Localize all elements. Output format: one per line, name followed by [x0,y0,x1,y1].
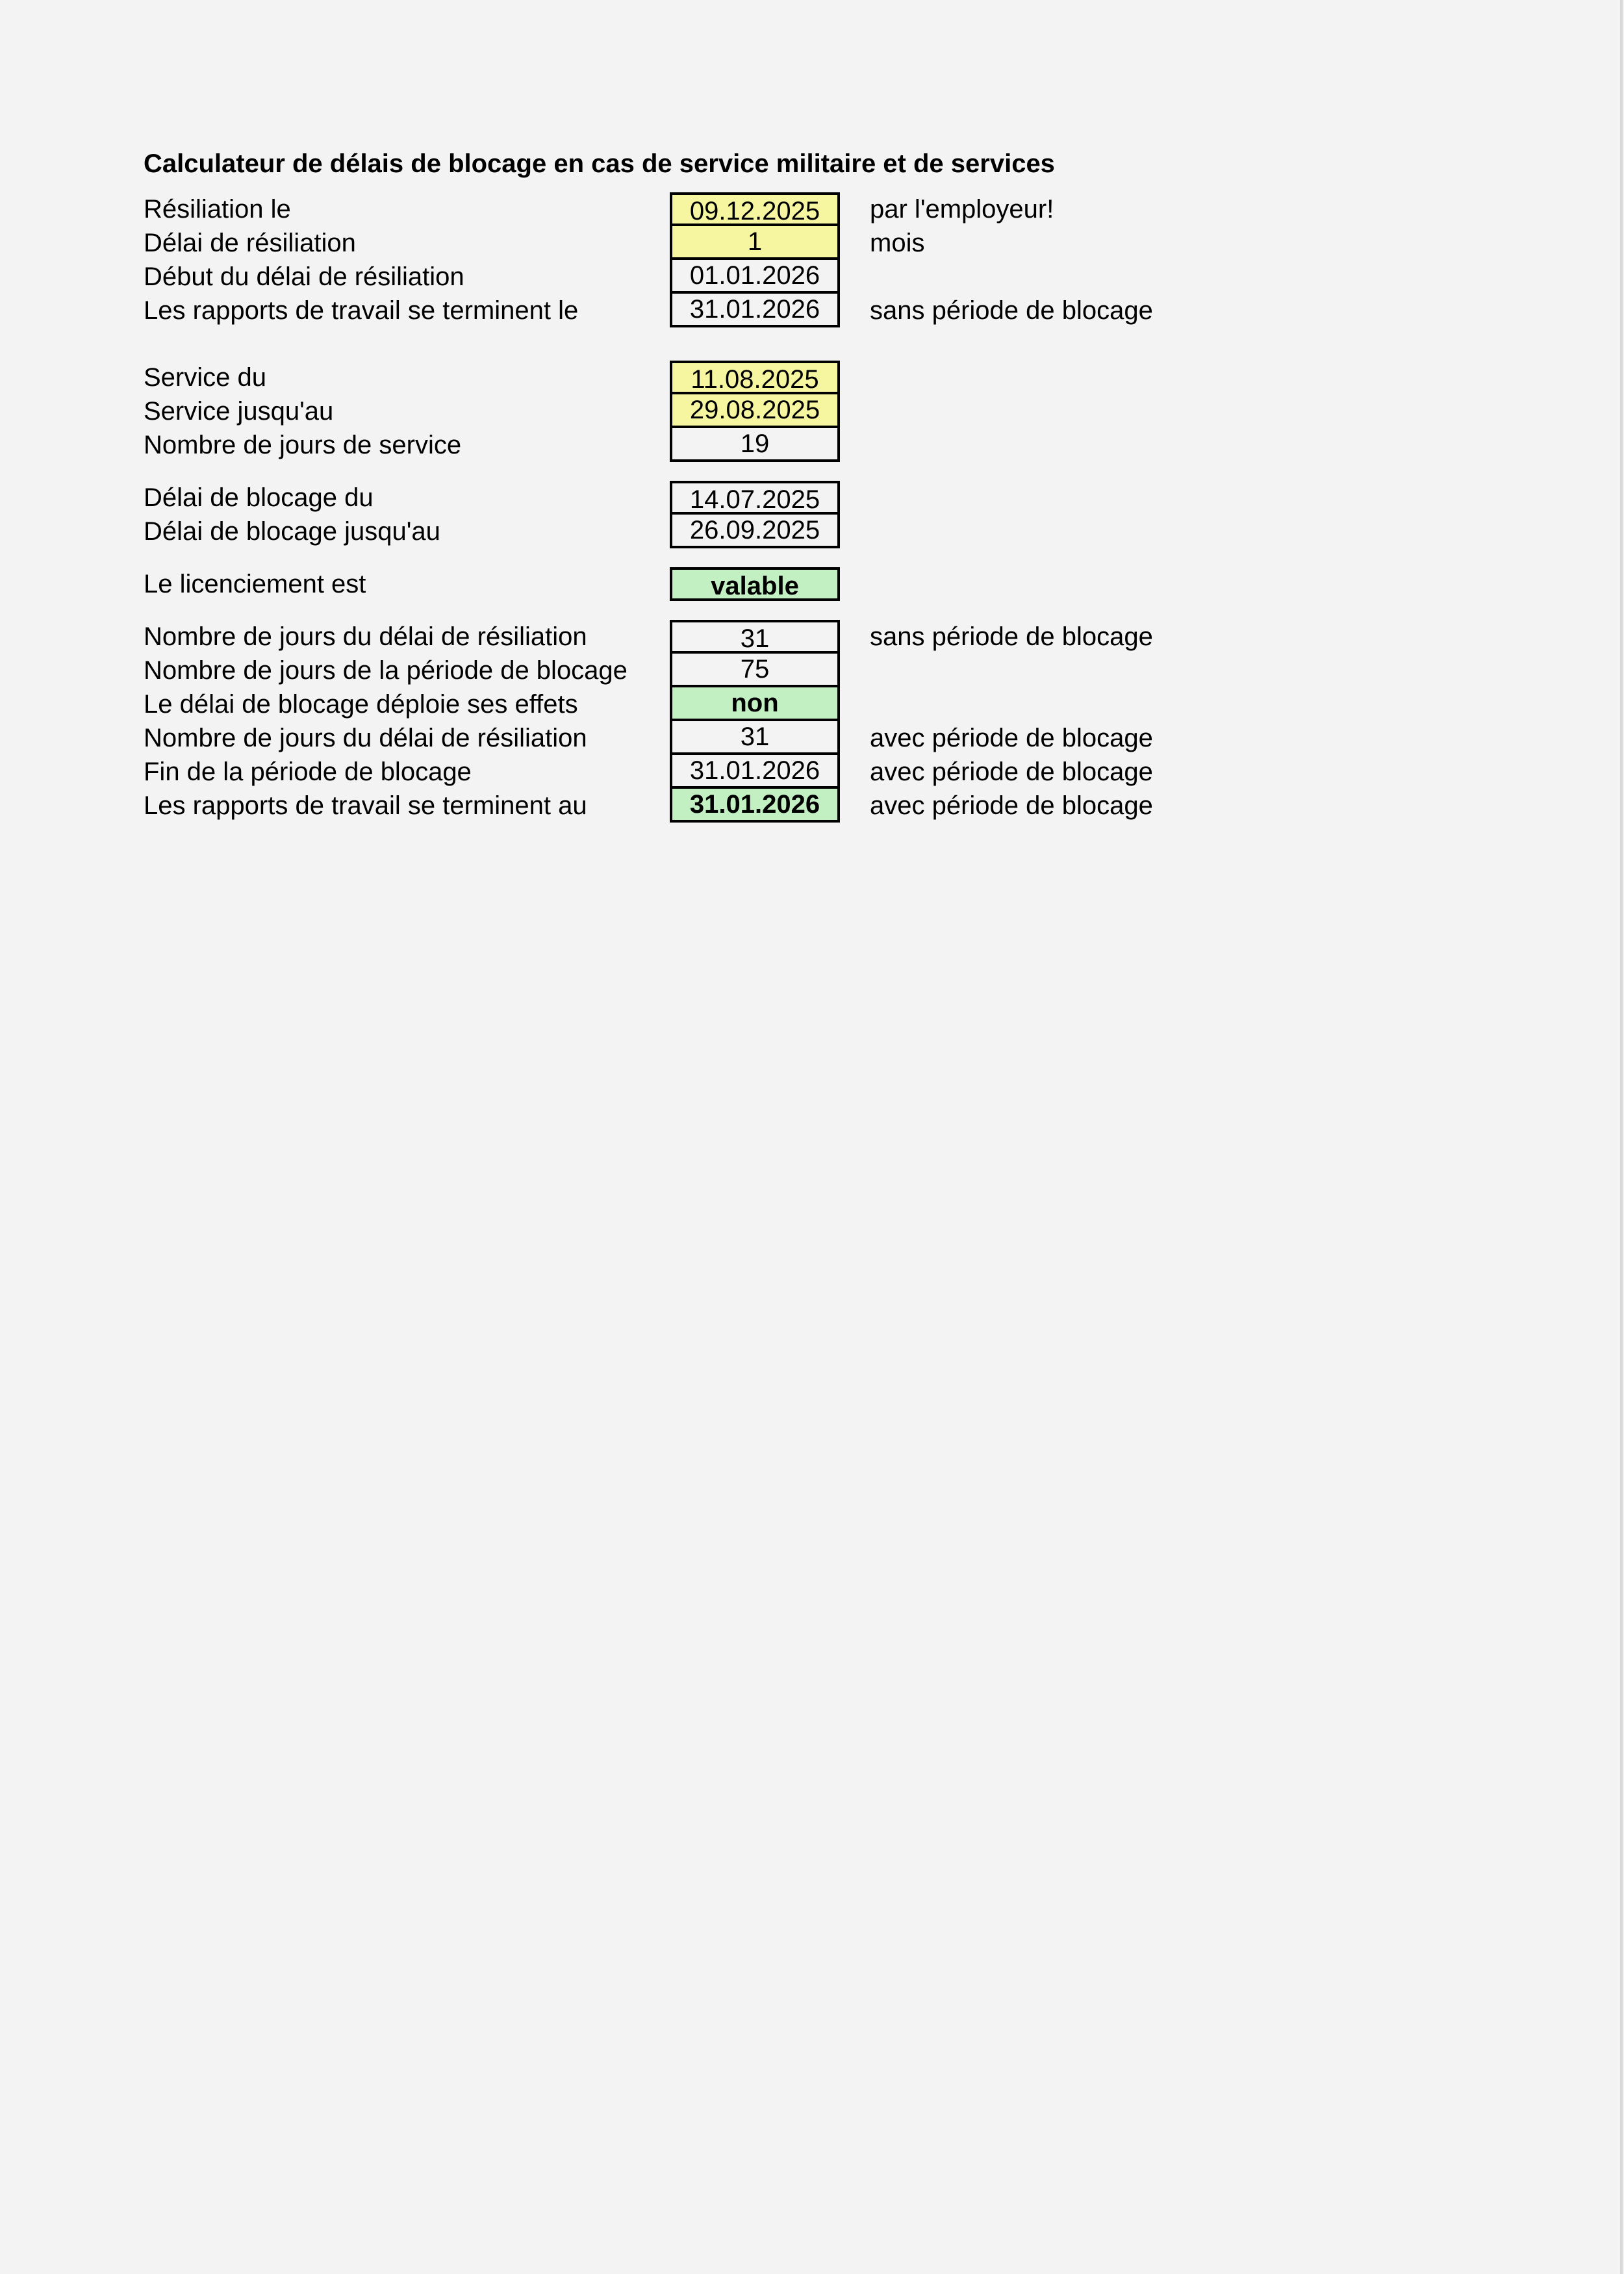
termination-date-label: Résiliation le [144,195,291,224]
notice-days-row [144,620,1378,654]
blocking-from-value: 14.07.2025 [670,481,840,515]
termination-date-row [144,192,1378,226]
service-section [144,361,1378,462]
employment-end-note: sans période de blocage [870,296,1153,325]
blocking-end-note: avec période de blocage [870,758,1153,786]
notice-days-value: 31 [670,620,840,654]
service-to-input[interactable]: 29.08.2025 [670,394,840,428]
blocking-to-label: Délai de blocage jusqu'au [144,517,440,546]
final-end-result: 31.01.2026 [670,789,840,823]
service-from-label: Service du [144,363,266,392]
notice-period-unit: mois [870,229,925,257]
service-from-row [144,361,1378,394]
employment-end-row [144,294,1378,327]
notice-days-blocking-row [144,721,1378,755]
blocking-end-row [144,755,1378,789]
notice-period-row [144,226,1378,260]
validity-result: valable [670,567,840,601]
page-title: Calculateur de délais de blocage en cas de service militaire et de services [144,149,1055,178]
service-days-row [144,428,1378,462]
final-end-label: Les rapports de travail se terminent au [144,791,587,820]
blocking-from-label: Délai de blocage du [144,483,374,512]
notice-period-input[interactable]: 1 [670,226,840,260]
employment-end-value: 31.01.2026 [670,294,840,327]
service-days-value: 19 [670,428,840,462]
final-end-note: avec période de blocage [870,791,1153,820]
blocking-days-label: Nombre de jours de la période de blocage [144,656,628,685]
calculator-sheet [144,147,1378,823]
notice-days-note: sans période de blocage [870,622,1153,651]
blocking-end-value: 31.01.2026 [670,755,840,789]
blocking-to-row [144,515,1378,548]
final-end-row [144,789,1378,823]
blocking-effect-label: Le délai de blocage déploie ses effets [144,690,578,719]
notice-start-row [144,260,1378,294]
notice-days-blocking-note: avec période de blocage [870,724,1153,752]
notice-period-label: Délai de résiliation [144,229,356,257]
blocking-from-row [144,481,1378,515]
notice-days-blocking-label: Nombre de jours du délai de résiliation [144,724,587,752]
termination-date-note: par l'employeur! [870,195,1054,224]
notice-days-blocking-value: 31 [670,721,840,755]
blocking-section [144,481,1378,548]
blocking-end-label: Fin de la période de blocage [144,758,472,786]
service-to-row [144,394,1378,428]
service-from-input[interactable]: 11.08.2025 [670,361,840,394]
notice-days-label: Nombre de jours du délai de résiliation [144,622,587,651]
blocking-to-value: 26.09.2025 [670,515,840,548]
service-days-label: Nombre de jours de service [144,431,462,459]
employment-end-label: Les rapports de travail se terminent le [144,296,579,325]
termination-date-input[interactable]: 09.12.2025 [670,192,840,226]
page-edge [1620,0,1623,2274]
blocking-days-value: 75 [670,654,840,687]
results-section [144,620,1378,823]
notice-start-value: 01.01.2026 [670,260,840,294]
service-to-label: Service jusqu'au [144,397,334,426]
blocking-effect-result: non [670,687,840,721]
blocking-days-row [144,654,1378,687]
blocking-effect-row [144,687,1378,721]
termination-section [144,192,1378,327]
notice-start-label: Début du délai de résiliation [144,262,464,291]
validity-row [144,567,1378,601]
validity-section [144,567,1378,601]
validity-label: Le licenciement est [144,570,366,598]
